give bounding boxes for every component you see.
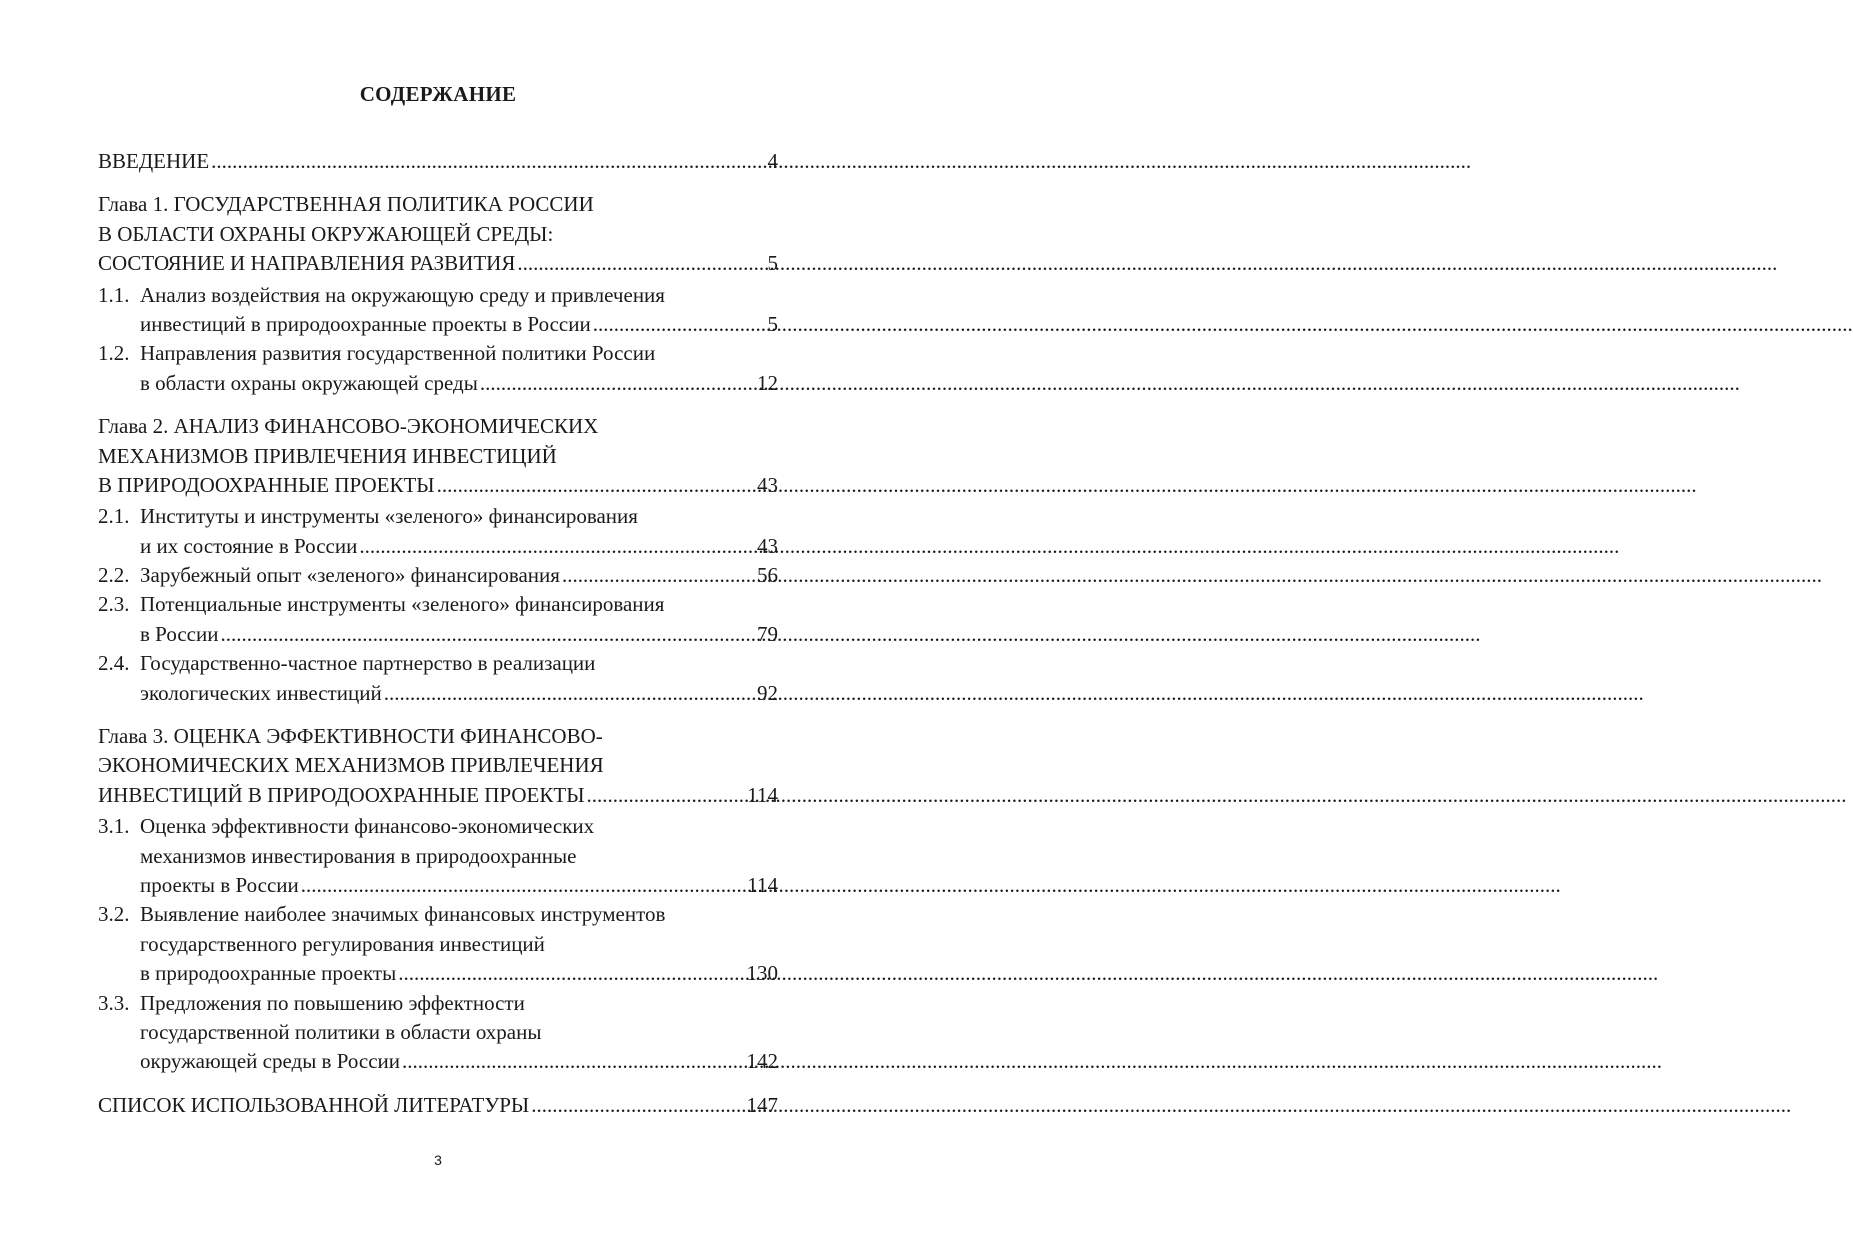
toc-section-2-2[interactable] <box>98 561 778 590</box>
chapter-title-text: СОСТОЯНИЕ И НАПРАВЛЕНИЯ РАЗВИТИЯ <box>98 251 516 276</box>
section-title-line: Зарубежный опыт «зеленого» финансирования <box>140 563 560 588</box>
toc-page-number: 114 <box>747 782 778 807</box>
section-title-line: в природоохранные проекты <box>140 961 397 986</box>
dot-leader <box>562 561 755 590</box>
chapter-title-last-line <box>98 471 778 500</box>
section-title-line: экологических инвестиций <box>140 680 382 705</box>
toc-entry-text: СПИСОК ИСПОЛЬЗОВАННОЙ ЛИТЕРАТУРЫ <box>98 1092 530 1117</box>
section-title-line: Оценка эффективности финансово-экономических <box>140 814 595 839</box>
toc-chapter-1[interactable] <box>98 190 778 278</box>
dot-leader <box>593 310 766 339</box>
section-number: 2.4. <box>98 651 130 676</box>
dot-leader <box>587 781 746 810</box>
dot-leader <box>220 620 755 649</box>
section-title-line: государственного регулирования инвестиций <box>140 931 545 956</box>
toc-page-number: 79 <box>757 621 778 646</box>
section-title-line: Выявление наиболее значимых финансовых инструментов <box>140 902 666 927</box>
page-title: СОДЕРЖАНИЕ <box>359 82 517 106</box>
section-number: 1.2. <box>98 341 130 366</box>
dot-leader <box>359 532 755 561</box>
toc-page-number: 92 <box>757 680 778 705</box>
dot-leader <box>402 1047 744 1076</box>
toc-page-number: 130 <box>746 961 778 986</box>
dot-leader <box>480 369 755 398</box>
toc-chapter-3[interactable] <box>98 722 778 810</box>
dot-leader <box>301 871 746 900</box>
section-title-line: инвестиций в природоохранные проекты в России <box>140 311 591 336</box>
chapter-title-line: В ОБЛАСТИ ОХРАНЫ ОКРУЖАЮЩЕЙ СРЕДЫ: <box>98 221 554 246</box>
toc-section-2-3[interactable] <box>98 590 778 649</box>
section-title-line: Потенциальные инструменты «зеленого» финансирования <box>140 592 665 617</box>
toc-section-3-2[interactable] <box>98 900 778 988</box>
toc-entry-text: ВВЕДЕНИЕ <box>98 149 210 173</box>
chapter-title-line: МЕХАНИЗМОВ ПРИВЛЕЧЕНИЯ ИНВЕСТИЦИЙ <box>98 443 557 468</box>
page-number: 3 <box>434 1152 442 1168</box>
dot-leader <box>531 1091 744 1120</box>
toc-section-3-3[interactable] <box>98 989 778 1077</box>
toc-section-2-4[interactable] <box>98 649 778 708</box>
section-title-line: в области охраны окружающей среды <box>140 370 478 395</box>
chapter-title-line: Глава 3. ОЦЕНКА ЭФФЕКТИВНОСТИ ФИНАНСОВО- <box>98 724 603 749</box>
toc-chapter-2[interactable] <box>98 412 778 500</box>
chapter-title-line: ЭКОНОМИЧЕСКИХ МЕХАНИЗМОВ ПРИВЛЕЧЕНИЯ <box>98 753 604 778</box>
section-number: 1.1. <box>98 282 130 307</box>
toc-section-1-2[interactable] <box>98 339 778 398</box>
toc-entry-intro[interactable] <box>98 147 778 176</box>
toc-page-number: 5 <box>767 311 778 336</box>
chapter-title-last-line <box>98 781 778 810</box>
section-number: 3.2. <box>98 902 130 927</box>
section-number: 2.3. <box>98 592 130 617</box>
toc-entry-bibliography[interactable] <box>98 1091 778 1120</box>
section-title-line: окружающей среды в России <box>140 1049 401 1074</box>
section-number: 3.3. <box>98 990 130 1015</box>
toc-page-number: 43 <box>757 533 778 558</box>
dot-leader <box>211 147 765 176</box>
section-title-line: Предложения по повышению эффектности <box>140 990 525 1015</box>
toc-page-number: 56 <box>757 563 778 588</box>
section-title-line: Анализ воздействия на окружающую среду и привлечения <box>140 282 665 307</box>
chapter-title-text: В ПРИРОДООХРАННЫЕ ПРОЕКТЫ <box>98 472 435 497</box>
section-title-line: проекты в России <box>140 872 299 897</box>
section-title-line: в России <box>140 621 219 646</box>
chapter-title-last-line <box>98 249 778 278</box>
dot-leader <box>384 679 755 708</box>
section-title-line: Институты и инструменты «зеленого» финансирования <box>140 504 638 529</box>
dot-leader <box>398 959 744 988</box>
table-of-contents <box>98 147 778 1120</box>
section-title-line: механизмов инвестирования в природоохранные <box>140 843 577 868</box>
dot-leader <box>517 249 765 278</box>
section-number: 2.1. <box>98 504 130 529</box>
chapter-title-line: Глава 1. ГОСУДАРСТВЕННАЯ ПОЛИТИКА РОССИИ <box>98 192 594 217</box>
chapter-title-line: Глава 2. АНАЛИЗ ФИНАНСОВО-ЭКОНОМИЧЕСКИХ <box>98 414 599 439</box>
toc-section-3-1[interactable] <box>98 812 778 900</box>
toc-page-number: 4 <box>767 149 778 173</box>
section-title-line: и их состояние в России <box>140 533 358 558</box>
toc-page-number: 5 <box>767 251 778 276</box>
section-title-line: государственной политики в области охраны <box>140 1019 542 1044</box>
toc-page-number: 114 <box>747 872 778 897</box>
chapter-title-text: ИНВЕСТИЦИЙ В ПРИРОДООХРАННЫЕ ПРОЕКТЫ <box>98 782 585 807</box>
section-title-line: Направления развития государственной политики России <box>140 341 656 366</box>
toc-page-number: 12 <box>757 370 778 395</box>
toc-page-number: 147 <box>746 1092 778 1117</box>
dot-leader <box>437 471 755 500</box>
section-title-line: Государственно-частное партнерство в реализации <box>140 651 596 676</box>
section-number: 2.2. <box>98 563 130 588</box>
toc-section-1-1[interactable] <box>98 281 778 340</box>
toc-page-number: 43 <box>757 472 778 497</box>
section-number: 3.1. <box>98 814 130 839</box>
toc-section-2-1[interactable] <box>98 502 778 561</box>
toc-page-number: 142 <box>746 1049 778 1074</box>
